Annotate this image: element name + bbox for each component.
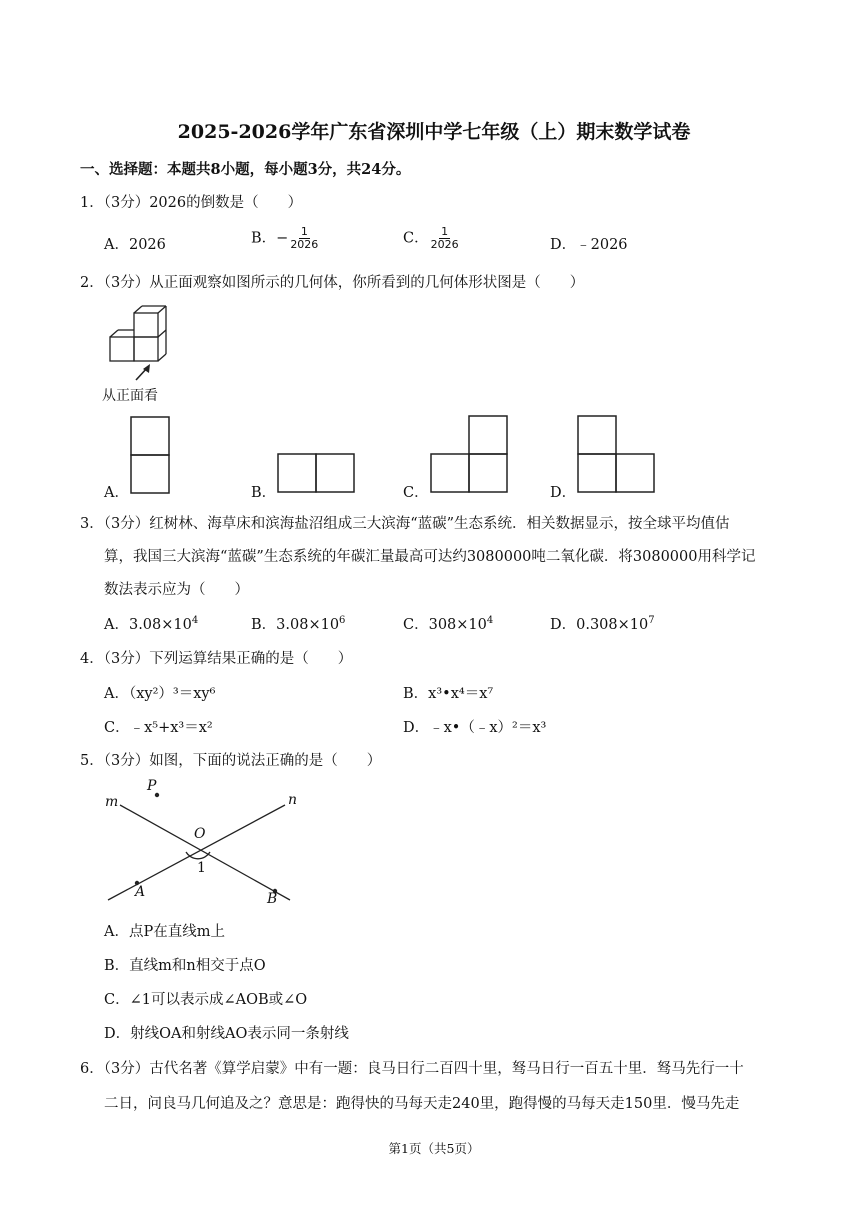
q5-label-angle-1: 1 [197,860,206,876]
q2-option-d-shape [577,415,655,493]
q5-label-b: B [267,891,278,907]
q5-option-b[interactable]: B．直线m和n相交于点O [104,958,266,974]
q3-option-a[interactable] [104,613,198,634]
q3-b-exponent: 6 [339,615,346,627]
q4-option-a[interactable]: A．（xy²）³＝xy⁶ [104,686,216,702]
q1-option-c[interactable] [403,226,461,251]
q2-option-c-shape [430,415,508,493]
question-6-line-2: 二日，问良马几何追及之？意思是：跑得快的马每天走240里，跑得慢的马每天走150里．慢马先走 [104,1096,740,1112]
q1-option-b-prefix: B．− [251,230,289,247]
q3-c-exponent: 4 [486,615,494,627]
page-title: 2025-2026学年广东省深圳中学七年级（上）期末数学试卷 [177,121,691,143]
question-5-stem: 5．（3分）如图，下面的说法正确的是（ ） [80,753,382,769]
q2-option-b[interactable]: B． [251,485,277,501]
q1-c-denominator: 2026 [430,238,459,251]
q5-label-n: n [288,792,298,808]
q3-a-exponent: 4 [191,615,199,627]
page-footer: 第1页（共5页） [388,1141,480,1156]
q3-option-d[interactable] [550,613,655,634]
q1-c-numerator: 1 [441,225,449,238]
q2-option-a[interactable]: A． [104,485,129,501]
question-4-stem: 4．（3分）下列运算结果正确的是（ ） [80,651,353,667]
question-3-line-2: 算，我国三大滨海“蓝碳”生态系统的年碳汇量最高可达约3080000吨二氧化碳．将3080000用科学记 [104,549,756,565]
q3-d-base: D．0.308×10 [550,617,649,633]
q5-label-a: A [135,884,146,900]
question-6-line-1: 6．（3分）古代名著《算学启蒙》中有一题：良马日行二百四十里，驽马日行一百五十里．驽马先行一十 [80,1061,744,1077]
q1-option-b-fraction [288,226,320,251]
q1-b-numerator: 1 [300,225,308,238]
q5-label-p: P [147,778,157,794]
q1-option-a[interactable]: A．2026 [104,237,166,253]
q2-option-a-shape [130,416,170,494]
q5-option-d[interactable]: D．射线OA和射线AO表示同一条射线 [104,1026,349,1042]
q1-option-d[interactable]: D．﹣2026 [550,237,628,253]
q3-d-exponent: 7 [648,615,655,627]
q3-option-b[interactable] [251,613,345,634]
q1-b-denominator: 2026 [290,238,319,251]
q5-option-a[interactable]: A．点P在直线m上 [104,924,225,940]
question-1-stem: 1．（3分）2026的倒数是（ ） [80,195,303,211]
q1-option-c-prefix: C． [403,230,429,247]
question-3-line-3: 数法表示应为（ ） [104,582,249,598]
question-2-stem: 2．（3分）从正面观察如图所示的几何体，你所看到的几何体形状图是（ ） [80,275,585,291]
q4-option-c[interactable]: C．﹣x⁵+x³＝x² [104,720,213,736]
q1-option-c-fraction [429,226,461,251]
q3-a-base: A．3.08×10 [104,617,192,633]
q3-c-base: C．308×10 [403,617,487,633]
section-heading: 一、选择题：本题共8小题，每小题3分，共24分。 [80,161,411,178]
q5-label-o: O [194,826,206,842]
question-3-line-1: 3．（3分）红树林、海草床和滨海盐沼组成三大滨海“蓝碳”生态系统．相关数据显示，按全球平均值估 [80,516,730,532]
q3-b-base: B．3.08×10 [251,617,340,633]
q4-option-d[interactable]: D．﹣x•（﹣x）²＝x³ [403,720,547,736]
q2-figure-caption: 从正面看 [102,388,158,404]
q5-option-c[interactable]: C．∠1可以表示成∠AOB或∠O [104,992,308,1008]
q4-option-b[interactable]: B．x³•x⁴＝x⁷ [403,686,494,702]
q5-label-m: m [105,794,119,810]
q2-solid-figure [100,305,180,385]
q2-option-c[interactable]: C． [403,485,429,501]
q5-line-figure [100,775,310,910]
q2-option-b-shape [277,453,355,493]
q2-option-d[interactable]: D． [550,485,577,501]
q3-option-c[interactable] [403,613,493,634]
q1-option-b[interactable] [251,226,320,251]
line-m [120,805,290,900]
